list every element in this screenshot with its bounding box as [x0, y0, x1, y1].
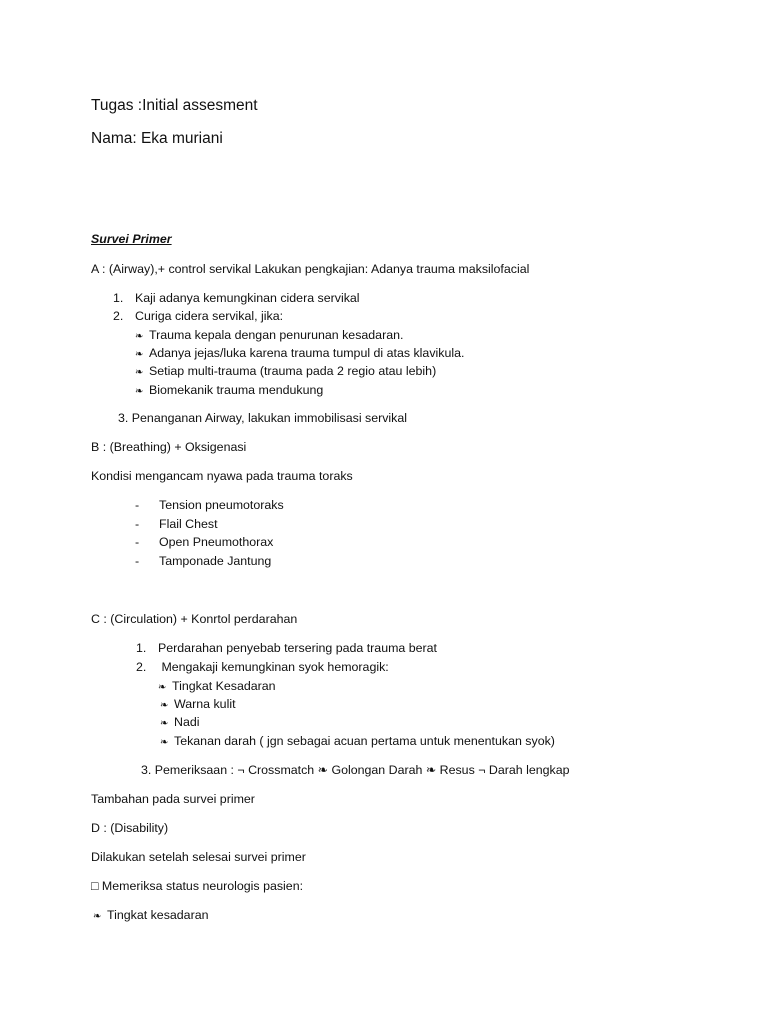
- bullet-icon: ❧: [135, 331, 144, 342]
- airway-bullet-4: [135, 382, 323, 400]
- airway-item-1: [113, 290, 360, 306]
- item-text: Tension pneumotoraks: [159, 498, 284, 512]
- airway-bullet-2: [135, 345, 464, 363]
- bullet-icon: ❧: [158, 682, 167, 693]
- item-text: Curiga cidera servikal, jika:: [135, 309, 284, 323]
- item-number: 2.: [136, 660, 147, 674]
- circulation-bullet-3: [160, 714, 199, 732]
- bullet-text: Nadi: [174, 715, 200, 729]
- dash-marker: -: [135, 517, 140, 531]
- item-number: 2.: [113, 309, 124, 323]
- circulation-title: C : (Circulation) + Konrtol perdarahan: [91, 612, 298, 626]
- dash-marker: -: [135, 554, 140, 568]
- circulation-bullet-4: [160, 733, 555, 751]
- bullet-text: Warna kulit: [174, 697, 236, 711]
- task-title: Tugas :Initial assesment: [91, 97, 258, 114]
- bullet-text: Tingkat kesadaran: [107, 908, 209, 922]
- circulation-bullet-1: [158, 678, 276, 696]
- bullet-text: Tekanan darah ( jgn sebagai acuan pertama untuk menentukan syok): [174, 734, 555, 748]
- dash-marker: -: [135, 498, 140, 512]
- airway-item-3: 3. Penanganan Airway, lakukan immobilisasi servikal: [118, 411, 408, 425]
- bullet-text: Setiap multi-trauma (trauma pada 2 regio atau lebih): [149, 364, 437, 378]
- airway-item-2: [113, 308, 283, 324]
- breathing-subtitle: Kondisi mengancam nyawa pada trauma toraks: [91, 469, 353, 483]
- bullet-icon: ❧: [93, 911, 102, 922]
- item-text: Flail Chest: [159, 517, 218, 531]
- item-number: 1.: [113, 291, 124, 305]
- bullet-icon: ❧: [135, 349, 144, 360]
- bullet-icon: ❧: [135, 367, 144, 378]
- airway-bullet-3: [135, 363, 436, 381]
- item-text: Open Pneumothorax: [159, 535, 274, 549]
- circulation-bullet-2: [160, 696, 236, 714]
- disability-bullet: [93, 907, 208, 925]
- bullet-text: Adanya jejas/luka karena trauma tumpul di atas klavikula.: [149, 346, 465, 360]
- disability-after: Dilakukan setelah selesai survei primer: [91, 850, 306, 864]
- item-text: Perdarahan penyebab tersering pada trauma berat: [158, 641, 437, 655]
- bullet-icon: ❧: [160, 718, 169, 729]
- student-name: Nama: Eka muriani: [91, 130, 223, 147]
- airway-title: A : (Airway),+ control servikal Lakukan pengkajian: Adanya trauma maksilofacial: [91, 262, 530, 276]
- breathing-title: B : (Breathing) + Oksigenasi: [91, 440, 247, 454]
- bullet-text: Tingkat Kesadaran: [172, 679, 276, 693]
- disability-check: [91, 878, 303, 894]
- bullet-icon: ❧: [135, 386, 144, 397]
- breathing-item-1: [135, 497, 284, 513]
- bullet-icon: ❧: [160, 700, 169, 711]
- airway-bullet-1: [135, 327, 403, 345]
- item-text: Kaji adanya kemungkinan cidera servikal: [135, 291, 360, 305]
- circulation-item-1: [136, 640, 437, 656]
- bullet-icon: ❧: [160, 737, 169, 748]
- item-text: Mengakaji kemungkinan syok hemoragik:: [158, 660, 389, 674]
- checkbox-glyph-icon: □: [91, 879, 99, 893]
- circulation-item-2: [136, 659, 389, 675]
- item-number: 1.: [136, 641, 147, 655]
- circulation-item-3: 3. Pemeriksaan : ¬ Crossmatch ❧ Golongan Darah ❧ Resus ¬ Darah lengkap: [141, 763, 570, 777]
- section-heading: Survei Primer: [91, 232, 172, 246]
- breathing-item-2: [135, 516, 218, 532]
- bullet-text: Biomekanik trauma mendukung: [149, 383, 324, 397]
- dash-marker: -: [135, 535, 140, 549]
- item-text: Tamponade Jantung: [159, 554, 272, 568]
- bullet-text: Trauma kepala dengan penurunan kesadaran.: [149, 328, 404, 342]
- breathing-item-4: [135, 553, 271, 569]
- tambahan-text: Tambahan pada survei primer: [91, 792, 255, 806]
- check-text: Memeriksa status neurologis pasien:: [98, 879, 304, 893]
- disability-title: D : (Disability): [91, 821, 169, 835]
- breathing-item-3: [135, 534, 273, 550]
